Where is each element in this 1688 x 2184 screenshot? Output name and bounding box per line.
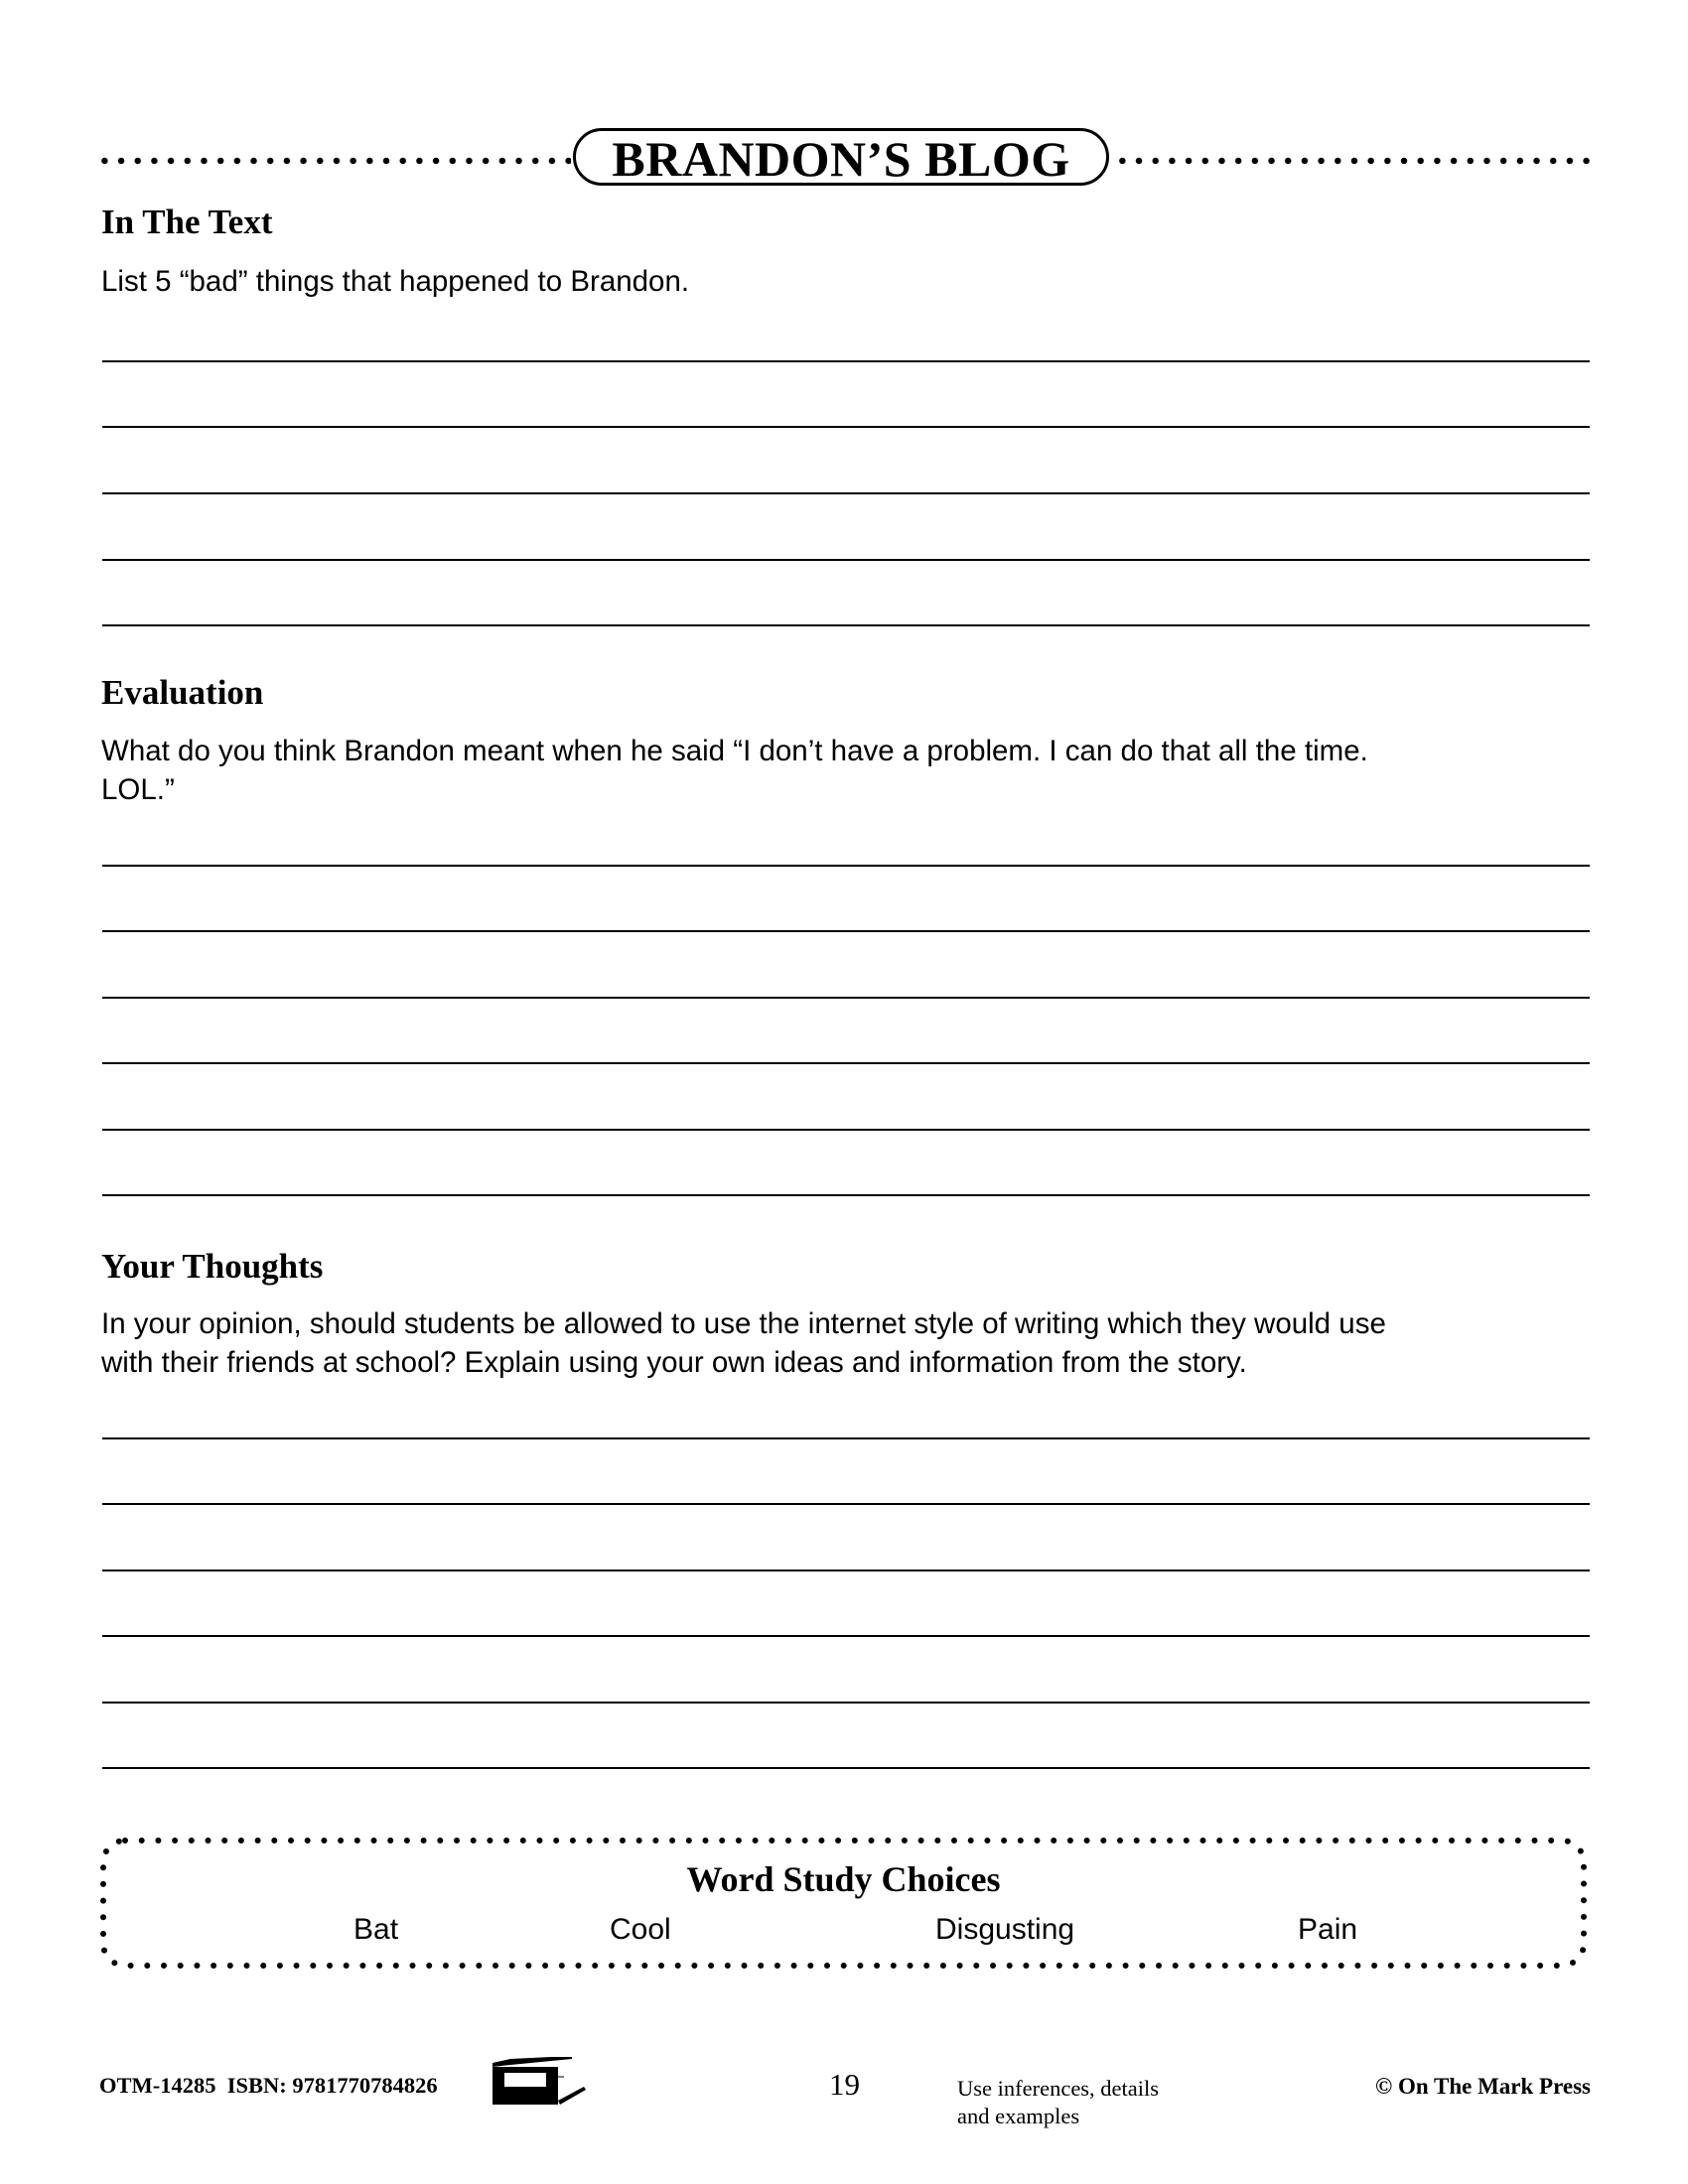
page-title: BRANDON’S BLOG [612, 131, 1070, 187]
answer-line[interactable] [102, 1702, 1590, 1704]
word-choice-bat: Bat [353, 1913, 399, 1946]
word-study-box [100, 1838, 1587, 1969]
skill-line: and examples [957, 2104, 1080, 2128]
section-heading-your-thoughts: Your Thoughts [101, 1247, 324, 1286]
answer-line[interactable] [102, 1062, 1590, 1064]
title-dotted-rule-right [1114, 157, 1595, 165]
prompt-line: In your opinion, should students be allowed to use the internet style of writing which they would use [101, 1307, 1386, 1340]
answer-line[interactable] [102, 1503, 1590, 1505]
answer-line[interactable] [102, 865, 1590, 867]
prompt-line: What do you think Brandon meant when he said “I don’t have a problem. I can do that all the time. [101, 735, 1368, 767]
answer-line[interactable] [102, 997, 1590, 999]
answer-line[interactable] [102, 1437, 1590, 1439]
answer-line[interactable] [102, 1635, 1590, 1637]
answer-line[interactable] [102, 1129, 1590, 1131]
copyright-notice: © On The Mark Press [1375, 2074, 1591, 2099]
word-choice-pain: Pain [1298, 1913, 1358, 1946]
word-study-title: Word Study Choices [686, 1859, 1001, 1899]
dotted-border [100, 1838, 1587, 1969]
word-choice-cool: Cool [610, 1913, 671, 1946]
photocopier-icon [491, 2057, 588, 2107]
section-heading-in-the-text: In The Text [101, 203, 273, 241]
prompt-line: with their friends at school? Explain using your own ideas and information from the story. [101, 1346, 1247, 1379]
prompt-line: LOL.” [101, 773, 175, 806]
page-title-banner [573, 128, 1109, 186]
section-prompt-your-thoughts [101, 1304, 1591, 1382]
answer-line[interactable] [102, 426, 1590, 428]
answer-line[interactable] [102, 360, 1590, 362]
title-dotted-rule-left [96, 157, 571, 165]
word-choice-disgusting: Disgusting [935, 1913, 1075, 1946]
skill-description [957, 2075, 1159, 2130]
answer-line[interactable] [102, 624, 1590, 626]
section-prompt-in-the-text [101, 262, 1591, 301]
section-heading-evaluation: Evaluation [101, 673, 264, 712]
section-prompt-evaluation [101, 732, 1591, 809]
answer-line[interactable] [102, 492, 1590, 494]
answer-line[interactable] [102, 930, 1590, 932]
prompt-line: List 5 “bad” things that happened to Brandon. [101, 265, 690, 298]
answer-line[interactable] [102, 1194, 1590, 1196]
answer-line[interactable] [102, 1570, 1590, 1571]
skill-line: Use inferences, details [957, 2076, 1160, 2101]
answer-line[interactable] [102, 1767, 1590, 1769]
product-code-isbn: OTM-14285 ISBN: 9781770784826 [99, 2073, 438, 2098]
page-number: 19 [829, 2067, 860, 2102]
answer-line[interactable] [102, 559, 1590, 561]
